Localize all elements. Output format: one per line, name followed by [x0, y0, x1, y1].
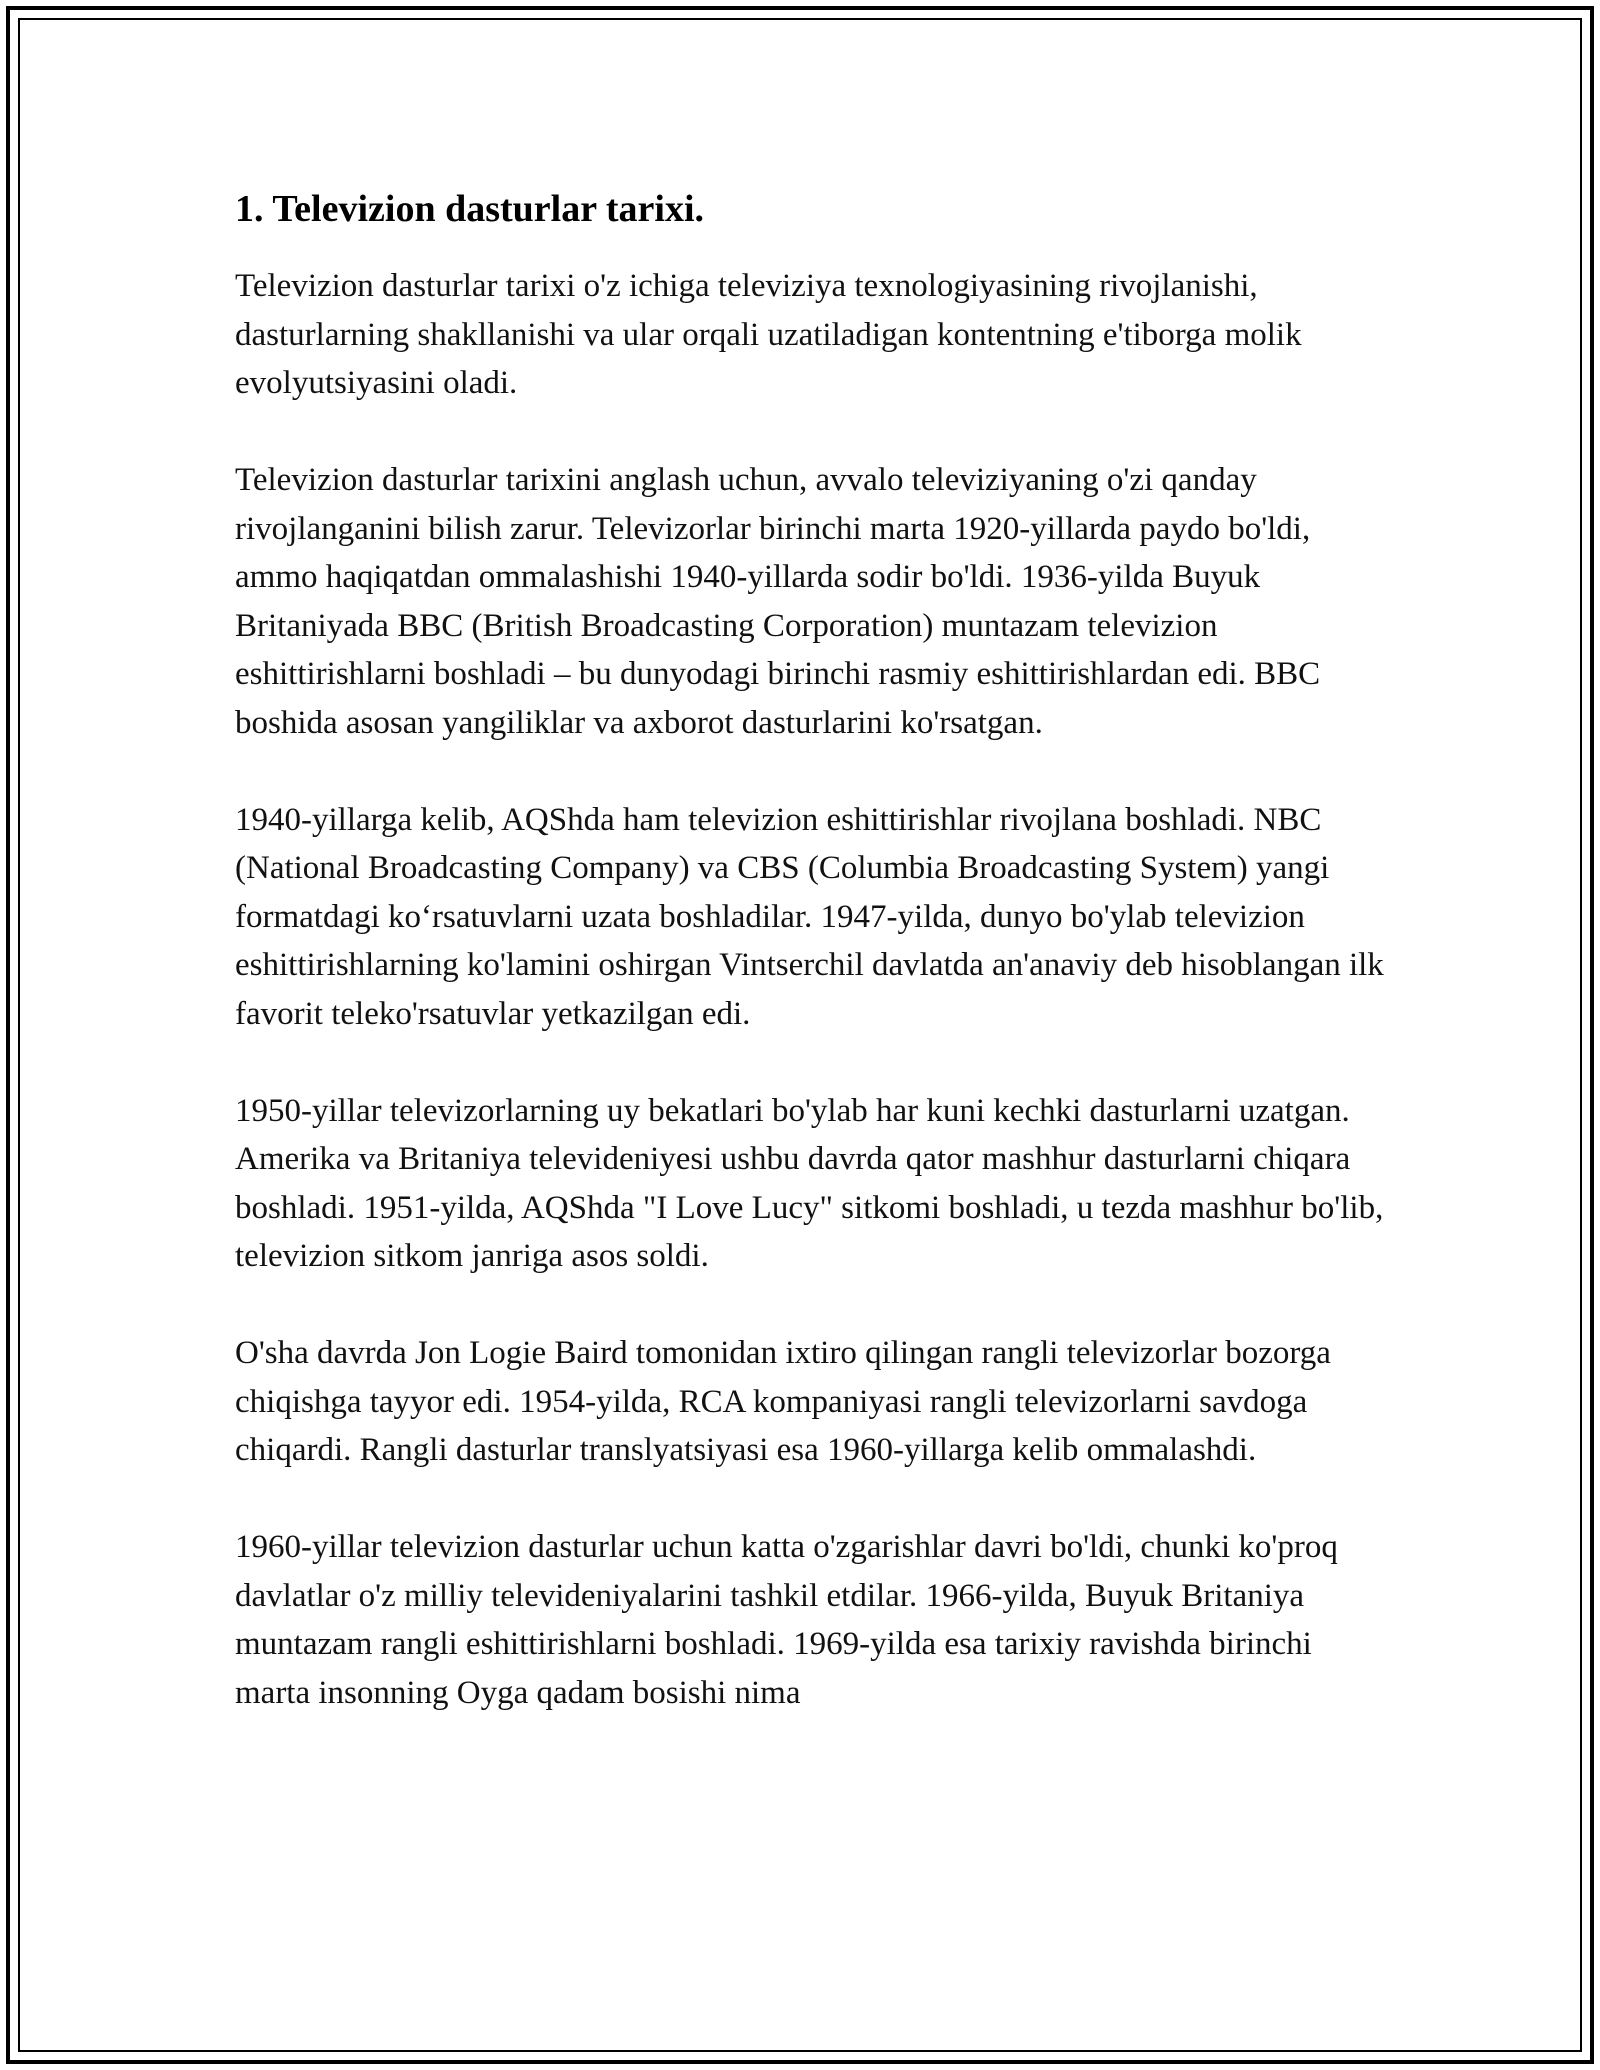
paragraph-1950s: 1950-yillar televizorlarning uy bekatlari bo'ylab har kuni kechki dasturlarni uzatgan. Amerika va Britaniya televideniyesi ushbu davrda qator mashhur dasturlarni chiqara boshladi. 1951-yilda, AQShda "I Love Lucy" sitkomi boshladi, u tezda mashhur bo'lib, televizion sitkom janriga asos soldi. [235, 1092, 1384, 1274]
paragraph-color-tv: O'sha davrda Jon Logie Baird tomonidan ixtiro qilingan rangli televizorlar bozorga chiqishga tayyor edi. 1954-yilda, RCA kompaniyasi rangli televizorlarni savdoga chiqardi. Rangli dasturlar translyatsiyasi esa 1960-yillarga kelib ommalashdi. [235, 1335, 1331, 1468]
paragraph-intro: Televizion dasturlar tarixi o'z ichiga televiziya texnologiyasining rivojlanishi, dasturlarning shakllanishi va ular orqali uzatiladigan kontentning e'tiborga molik evolyutsiyasini oladi. [235, 268, 1302, 401]
paragraph-bbc-origins: Televizion dasturlar tarixini anglash uchun, avvalo televiziyaning o'zi qanday rivojlanganini bilish zarur. Televizorlar birinchi marta 1920-yillarda paydo bo'ldi, ammo haqiqatdan ommalashishi 1940-yillarda sodir bo'ldi. 1936-yilda Buyuk Britaniyada BBC (British Broadcasting Corporation) muntazam televizion eshittirishlarni boshladi – bu dunyodagi birinchi rasmiy eshittirishlardan edi. BBC boshida asosan yangiliklar va axborot dasturlarini ko'rsatgan. [235, 462, 1321, 741]
document-body [235, 186, 1385, 1766]
paragraph-1960s: 1960-yillar televizion dasturlar uchun katta o'zgarishlar davri bo'ldi, chunki ko'proq davlatlar o'z milliy televideniyalarini tashkil etdilar. 1966-yilda, Buyuk Britaniya muntazam rangli eshittirishlarni boshladi. 1969-yilda esa tarixiy ravishda birinchi marta insonning Oyga qadam bosishi nima [235, 1529, 1338, 1711]
paragraph-1940s-usa: 1940-yillarga kelib, AQShda ham televizion eshittirishlar rivojlana boshladi. NBC (National Broadcasting Company) va CBS (Columbia Broadcasting System) yangi formatdagi ko‘rsatuvlarni uzata boshladilar. 1947-yilda, dunyo bo'ylab televizion eshittirishlarning ko'lamini oshirgan Vintserchil davlatda an'anaviy deb hisoblangan ilk favorit teleko'rsatuvlar yetkazilgan edi. [235, 801, 1384, 1032]
section-heading: 1. Televizion dasturlar tarixi. [235, 188, 705, 230]
